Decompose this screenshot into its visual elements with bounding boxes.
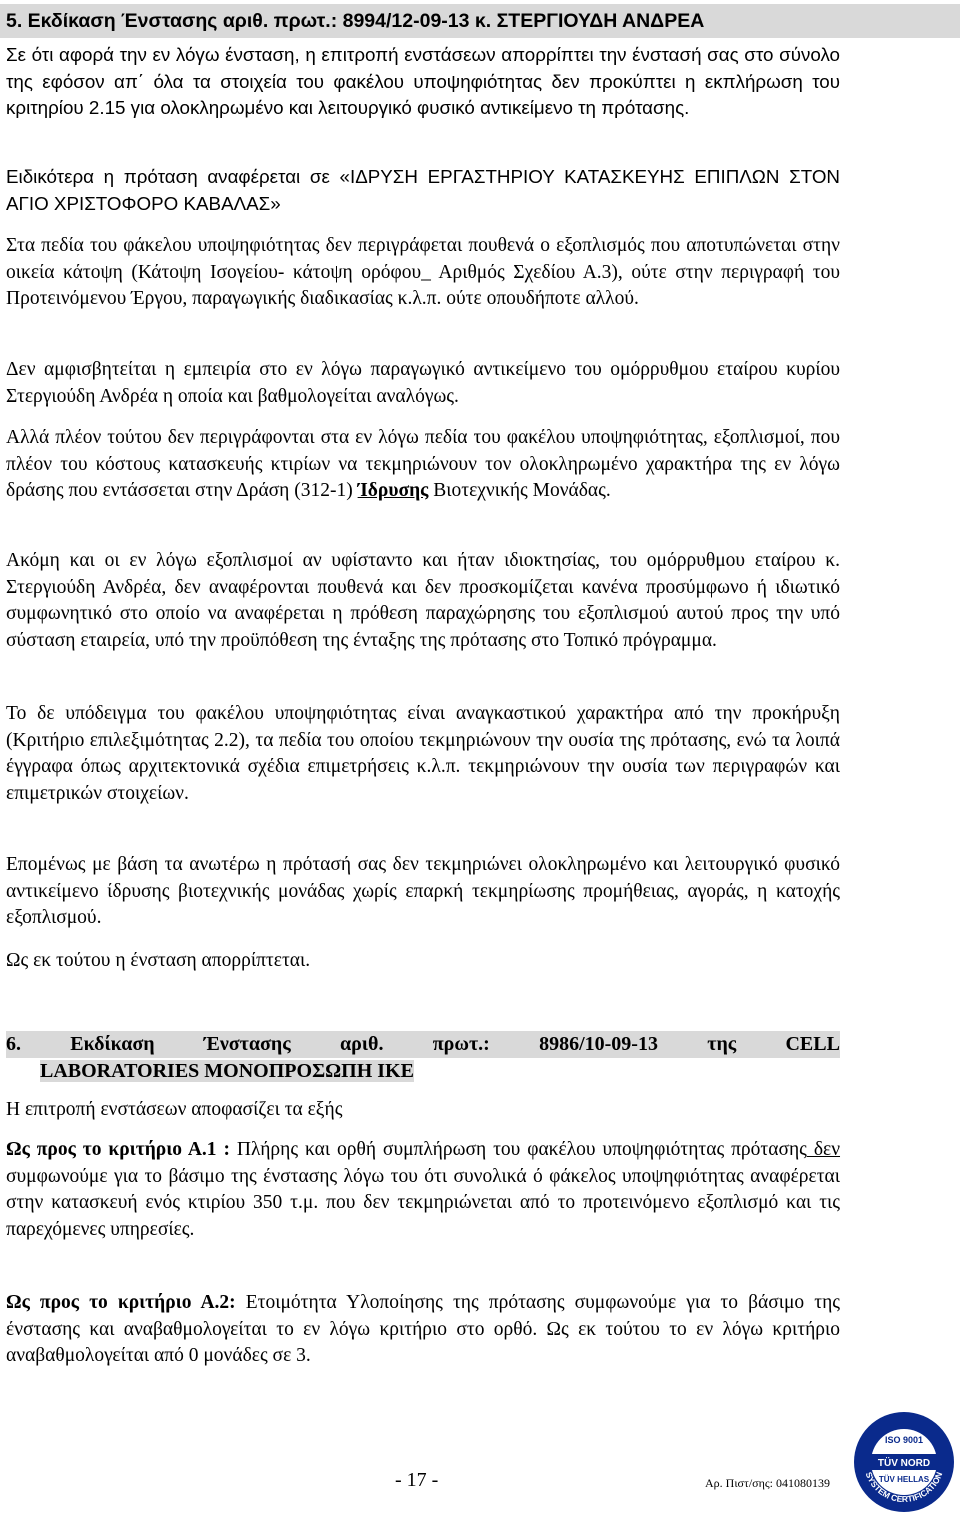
s6-a1-underlined: δεν bbox=[806, 1139, 841, 1160]
s5-paragraph-1: Σε ότι αφορά την εν λόγω ένσταση, η επιτροπή ενστάσεων απορρίπτει την ένστασή σας στο σύνολο της εφόσον απ΄ όλα τα στοιχεία του φακέλου υποψηφιότητας δεν προκύπτει η εκπλήρωση του κριτηρίου 2.15 για ολοκληρωμένο και λειτουργικό φυσικό αντικείμενο τη πρότασης. bbox=[6, 44, 840, 119]
s5-paragraph-5 bbox=[6, 425, 840, 505]
s6-a1-text-2: συμφωνούμε για το βάσιμο της ένστασης λόγω του ότι συνολικά ό φάκελος υποψηφιότητας αναφέρεται στην κατασκευή ενός κτιρίου 350 τ.μ. που δεν τεκμηριώνεται από το προτεινόμενο εξοπλισμό και τις παρεχόμενες υπηρεσίες. bbox=[6, 1165, 840, 1241]
s6-a1-label: Ως προς το κριτήριο Α.1 : bbox=[6, 1139, 230, 1160]
tuv-certification-seal-icon bbox=[852, 1410, 956, 1514]
seal-iso-text: ISO 9001 bbox=[884, 1435, 924, 1445]
s5-paragraph-3: Στα πεδία του φάκελου υποψηφιότητας δεν περιγράφεται πουθενά ο εξοπλισμός που αποτυπώνεται στην οικεία κάτοψη (Κάτοψη Ισογείου- κάτοψη ορόφου_ Αριθμός Σχεδίου Α.3), ούτε στην περιγραφή του Προτεινόμενου Έργου, παραγωγικής διαδικασίας κ.λ.π. ούτε οπουδήποτε αλλού. bbox=[6, 235, 840, 310]
s6-a2-label: Ως προς το κριτήριο Α.2: bbox=[6, 1292, 236, 1313]
seal-ring-text: SYSTEM CERTIFICATION bbox=[863, 1470, 945, 1505]
section-5-heading: 5. Εκδίκαση Ένστασης αριθ. πρωτ.: 8994/12-09-13 κ. ΣΤΕΡΓΙΟΥΔΗ ΑΝΔΡΕΑ bbox=[6, 10, 705, 32]
s5-paragraph-2: Ειδικότερα η πρόταση αναφέρεται σε «ΙΔΡΥΣΗ ΕΡΓΑΣΤΗΡΙΟΥ ΚΑΤΑΣΚΕΥΗΣ ΕΠΙΠΛΩΝ ΣΤΟΝ ΑΓΙΟ ΧΡΙΣΤΟΦΟΡΟ ΚΑΒΑΛΑΣ» bbox=[6, 166, 840, 214]
s5-p5-text-a: Αλλά πλέον τούτου δεν περιγράφονται στα εν λόγω πεδία του φακέλου υποψηφιότητας, εξοπλισμοί, που πλέον του κόστους κατασκευής κτιρίων να τεκμηριώνουν τον ολοκληρωμένο χαρακτήρα της εν λόγω δράσης που εντάσσεται στην Δράση (312-1) bbox=[6, 427, 840, 502]
section-6-heading bbox=[6, 1031, 840, 1085]
page-number: - 17 - bbox=[395, 1469, 439, 1491]
s6-intro: Η επιτροπή ενστάσεων αποφασίζει τα εξής bbox=[6, 1099, 343, 1120]
section-6-heading-line-2: LABORATORIES ΜΟΝΟΠΡΟΣΩΠΗ ΙΚΕ bbox=[40, 1060, 414, 1082]
certification-number: Αρ. Πιστ/σης: 041080139 bbox=[705, 1476, 831, 1490]
seal-sub-text: TÜV HELLAS bbox=[878, 1475, 930, 1484]
s5-p5-text-b: Βιοτεχνικής Μονάδας. bbox=[428, 480, 611, 502]
s6-a1-text-1: Πλήρης και ορθή συμπλήρωση του φακέλου υποψηφιότητας πρότασης bbox=[229, 1139, 807, 1160]
s5-paragraph-4: Δεν αμφισβητείται η εμπειρία στο εν λόγω παραγωγικό αντικείμενο του ομόρρυθμου εταίρου κυρίου Στεργιούδη Ανδρέα η οποία και βαθμολογείται αναλόγως. bbox=[6, 359, 840, 407]
s5-paragraph-7: Το δε υπόδειγμα του φακέλου υποψηφιότητας είναι αναγκαστικού χαρακτήρα από την προκήρυξη (Κριτήριο επιλεξιμότητας 2.2), τα πεδία του οποίου τεκμηριώνουν την ουσία της πρότασης, ενώ τα λοιπά έγγραφα όπως αρχιτεκτονικά σχέδια επιμετρήσεις κ.λ.π. τεκμηριώνουν την ουσία των περιγραφών και επιμετρικών στοιχείων. bbox=[6, 703, 840, 805]
s5-paragraph-8: Επομένως με βάση τα ανωτέρω η πρότασή σας δεν τεκμηριώνει ολοκληρωμένο και λειτουργικό φυσικό αντικείμενο ίδρυσης βιοτεχνικής μονάδας χωρίς επαρκή τεκμηρίωσης προμήθειας, αγοράς, η κατοχής εξοπλισμού. bbox=[6, 854, 840, 929]
s5-paragraph-6: Ακόμη και οι εν λόγω εξοπλισμοί αν υφίσταντο και ήταν ιδιοκτησίας, του ομόρρυθμου εταίρου κ. Στεργιούδη Ανδρέα, δεν αναφέρονται πουθενά και δεν προσκομίζεται κανένα προσύμφωνο ή ιδιωτικό συμφωνητικό στο οποίο να αναφέρεται η πρόθεση παραχώρησης του εξοπλισμού αυτού προς την υπό σύσταση εταιρεία, υπό την προϋπόθεση της ένταξης της πρότασης στο Τοπικό πρόγραμμα. bbox=[6, 550, 840, 652]
s6-a2-text: Ετοιμότητα Υλοποίησης της πρότασης συμφωνούμε για το βάσιμο της ένστασης και αναβαθμολογείται το εν λόγω κριτήριο στο ορθό. Ως εκ τούτου το εν λόγω κριτήριο αναβαθμολογείται από 0 μονάδες σε 3. bbox=[6, 1292, 840, 1367]
s6-criterion-a2 bbox=[6, 1290, 840, 1370]
s6-criterion-a1 bbox=[6, 1137, 840, 1244]
seal-brand-text: TÜV NORD bbox=[877, 1458, 931, 1469]
section-5-heading-bar bbox=[0, 4, 960, 38]
s5-p5-underlined: Ίδρυσης bbox=[357, 480, 429, 502]
s5-paragraph-9: Ως εκ τούτου η ένσταση απορρίπτεται. bbox=[6, 950, 311, 971]
section-6-heading-line-1: 6. Εκδίκαση Ένστασης αριθ. πρωτ.: 8986/10-09-13 της CELL bbox=[6, 1031, 840, 1058]
